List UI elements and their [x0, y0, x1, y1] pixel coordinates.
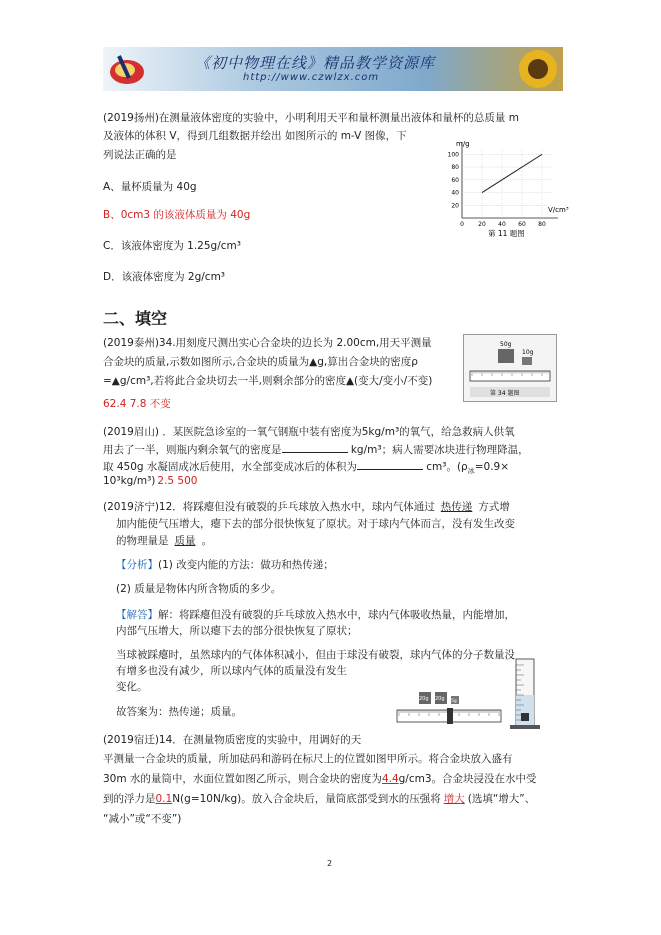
q1-option-b: B、0cm3 的该液体质量为 40g — [103, 209, 251, 221]
graph-xlabel: V/cm³ — [548, 206, 569, 214]
q4-answer-line6: 故答案为：热传递；质量。 — [116, 706, 242, 718]
q4-answer-2: 质量 — [174, 535, 196, 547]
figure-caption: 第 34 题图 — [490, 390, 520, 397]
q5-answer-pressure: 增大 — [443, 793, 465, 805]
section-heading: 二、填空 — [103, 309, 168, 328]
q5-line3-a: 30m 水的量筒中，水面位置如图乙所示，则合金块的密度为 — [103, 773, 382, 785]
balance-drawing — [464, 335, 556, 401]
q2-line3: =▲g/cm³,若将此合金块切去一半,则剩余部分的密度▲(变大/变小/不变) — [103, 375, 433, 387]
header-banner — [103, 47, 563, 91]
x-tick-label: 20 — [478, 221, 486, 228]
analysis-text-1: (1) 改变内能的方法：做功和热传递； — [158, 559, 334, 571]
q1-line2: 及液体的体积 V，得到几组数据并绘出 如图所示的 m-V 图像，下 — [103, 130, 407, 142]
q4-line3-c: 。 — [201, 535, 212, 547]
mv-graph — [440, 140, 570, 240]
q3-sub: 冰 — [467, 467, 475, 476]
q4-analysis-2: (2) 质量是物体内所含物质的多少。 — [116, 583, 282, 595]
y-tick-label: 40 — [451, 189, 459, 197]
q4-answer-line4: 有增多也没有减少，所以球内气体的质量没有发生 — [116, 665, 347, 677]
x-tick-label: 0 — [460, 221, 464, 228]
q2-line2: 合金块的质量,示数如图所示,合金块的质量为▲g,算出合金块的密度ρ — [103, 356, 418, 368]
q1-option-c: C．该液体密度为 1.25g/cm³ — [103, 240, 241, 252]
q1-line3: 列说法正确的是 — [103, 149, 177, 161]
graph-caption: 第 11 题图 — [488, 229, 525, 238]
q5-answer-density: 4.4 — [381, 773, 399, 785]
q4-line3 — [116, 534, 212, 548]
y-tick-label: 20 — [451, 202, 459, 210]
banner-title: 《初中物理在线》精品教学资源库 — [195, 54, 436, 72]
x-tick-label: 60 — [518, 221, 526, 228]
q4-line1-a: (2019济宁)12．将踩瘪但没有破裂的乒乓球放入热水中，球内气体通过 — [103, 501, 435, 513]
q5-line4 — [103, 792, 535, 806]
q3-line2-b: kg/m³；病人需要冰块进行物理降温， — [350, 444, 529, 456]
answer-tag: 【解答】 — [116, 609, 158, 621]
q1-option-d: D．该液体密度为 2g/cm³ — [103, 271, 226, 283]
graph-grid — [462, 148, 552, 218]
balance-figure — [463, 334, 557, 402]
q5-line3-c: g/cm3。合金块浸没在水中受 — [398, 773, 537, 785]
q1-line1: (2019扬州)在测量液体密度的实验中，小明利用天平和量杯测量出液体和量杯的总质量 m — [103, 112, 519, 124]
y-tick-label: 60 — [451, 176, 459, 184]
blank — [357, 458, 423, 470]
logo-icon — [107, 50, 147, 88]
q5-line5: “减小”或“不变”) — [103, 813, 182, 825]
q3-line1: (2019眉山) ．某医院急诊室的一氧气钢瓶中装有密度为5kg/m³的氧气，给急救病人供氧 — [103, 426, 515, 438]
q5-line4-e: (选填“增大”、 — [467, 793, 536, 805]
q3-line2 — [103, 441, 529, 457]
banner-url: http://www.czwlzx.com — [243, 72, 380, 83]
x-tick-label: 40 — [498, 221, 506, 228]
q3-line4-a: 10³kg/m³) — [103, 475, 156, 487]
q4-answer-line5: 变化。 — [116, 681, 148, 693]
y-tick-label: 80 — [451, 164, 459, 172]
q3-line3-d: =0.9× — [474, 461, 510, 473]
weight-5g: 5g — [451, 699, 457, 704]
q4-answer-1: 热传递 — [440, 501, 473, 513]
sunflower-icon — [508, 47, 563, 91]
weight-10g: 10g — [522, 349, 534, 356]
q3-answer: 2.5 500 — [157, 475, 198, 487]
q5-line4-c: N(g=10N/kg)。放入合金块后，量筒底部受到水的压强将 — [172, 793, 441, 805]
q3-line3-a: 取 450g 水凝固成冰后使用，水全部变成冰后的体积为 — [103, 461, 357, 473]
q2-line1: (2019泰州)34.用刻度尺测出实心合金块的边长为 2.00cm,用天平测量 — [103, 337, 432, 349]
q5-line1: (2019宿迁)14．在测量物质密度的实验中，用调好的天 — [103, 734, 362, 746]
q4-line1-c: 方式增 — [478, 501, 510, 513]
answer-text-1: 解：将踩瘪但没有破裂的乒乓球放入热水中，球内气体吸收热量，内能增加， — [158, 609, 515, 621]
graph-xticks — [460, 221, 546, 228]
q4-answer-line1 — [116, 608, 515, 622]
q1-option-a: A、量杯质量为 40g — [103, 181, 197, 193]
graph-yticks — [448, 151, 460, 209]
q4-line2: 加内能使气压增大，瘪下去的部分很快恢复了原状。对于球内气体而言，没有发生改变 — [116, 518, 515, 530]
x-tick-label: 80 — [538, 221, 546, 228]
q3-line3-b: cm³。(ρ — [426, 461, 468, 473]
q5-line2: 平测量一合金块的质量，所加砝码和游码在标尺上的位置如图甲所示。将合金块放入盛有 — [103, 753, 513, 765]
y-tick-label: 100 — [447, 151, 459, 159]
q4-line3-a: 的物理量是 — [116, 535, 169, 547]
graph-ylabel: m/g — [456, 140, 470, 148]
q4-line1 — [103, 500, 510, 514]
q5-line4-a: 到的浮力是 — [103, 793, 156, 805]
q3-line2-a: 用去了一半，则瓶内剩余氧气的密度是 — [103, 444, 282, 456]
weight-20g-a: 20g — [419, 696, 429, 702]
q5-line3 — [103, 772, 537, 786]
weight-50g: 50g — [500, 341, 512, 348]
q5-answer-buoyancy: 0.1 — [155, 793, 173, 805]
q4-answer-line2: 内部气压增大，所以瘪下去的部分很快恢复了原状； — [116, 625, 358, 637]
analysis-tag: 【分析】 — [116, 559, 158, 571]
page-number: 2 — [327, 859, 333, 868]
weight-20g-b: 20g — [435, 696, 445, 702]
q2-answer: 62.4 7.8 不变 — [103, 398, 171, 410]
q3-line4 — [103, 474, 197, 488]
q5-figure-cylinder — [508, 655, 550, 733]
q4-analysis-1 — [116, 558, 334, 572]
blank — [282, 441, 348, 453]
data-line — [482, 154, 542, 192]
q4-answer-line3: 当球被踩瘪时，虽然球内的气体体积减小，但由于球没有破裂，球内气体的分子数量没 — [116, 649, 515, 661]
